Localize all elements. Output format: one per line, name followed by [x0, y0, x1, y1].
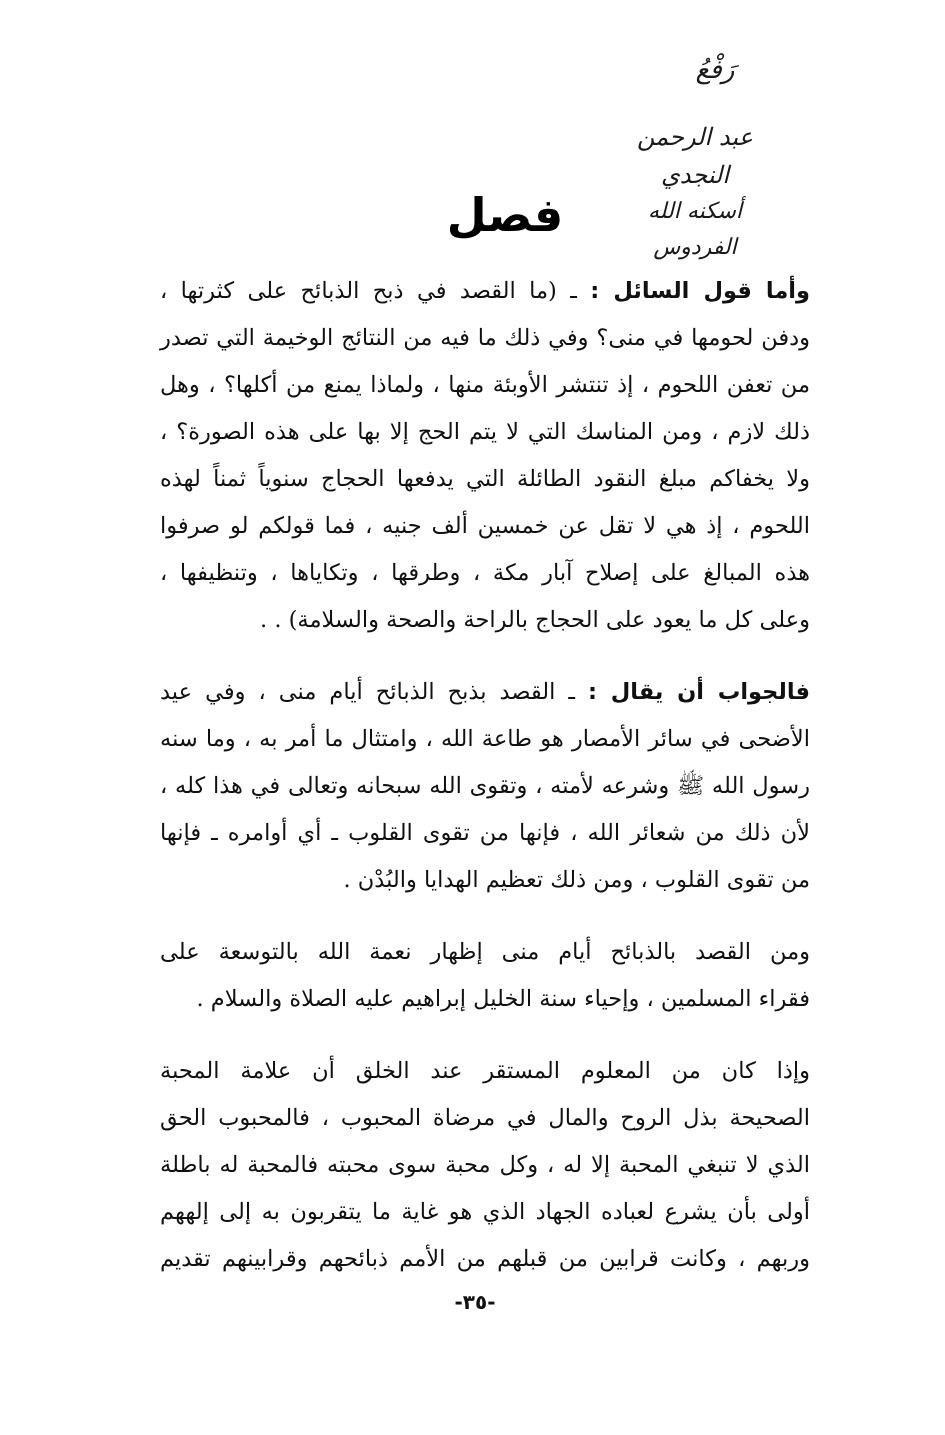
text-line: هذه المبالغ على إصلاح آبار مكة ، وطرقها ، وتكاياها ، وتنظيفها ، — [160, 560, 810, 586]
text-line: الأضحى في سائر الأمصار هو طاعة الله ، وامتثال ما أمر به ، وما سنه — [160, 726, 810, 752]
text-line: وعلى كل ما يعود على الحجاج بالراحة والصحة والسلامة) . . — [260, 607, 810, 633]
paragraph-gap — [160, 904, 810, 929]
text-line: ودفن لحومها في منى؟ وفي ذلك ما فيه من النتائج الوخيمة التي تصدر — [160, 325, 810, 351]
paragraph-gap — [160, 644, 810, 669]
line-text: ـ (ما القصد في ذبح الذبائح على كثرتها ، — [160, 278, 577, 304]
section-heading: فصل — [446, 188, 564, 242]
text-line: من تقوى القلوب ، ومن ذلك تعظيم الهدايا والبُدْن . — [343, 867, 810, 893]
text-line: الذي لا تنبغي المحبة إلا له ، وكل محبة سوى محبته فالمحبة له باطلة — [160, 1152, 810, 1178]
paragraph-gap — [160, 1023, 810, 1048]
paragraph-lead: فالجواب أن يقال : — [588, 679, 811, 705]
text-line: ولا يخفاكم مبلغ النقود الطائلة التي يدفعها الحجاج سنوياً ثمناً لهذه — [160, 466, 810, 492]
stamp-line-1: رَفْعُ — [695, 55, 735, 85]
text-line: من تعفن اللحوم ، إذ تنتشر الأوبئة منها ، ولماذا يمنع من أكلها؟ ، وهل — [160, 372, 810, 398]
text-line — [160, 669, 810, 716]
text-line: فقراء المسلمين ، وإحياء سنة الخليل إبراهيم عليه الصلاة والسلام . — [196, 986, 810, 1012]
text-line — [160, 268, 810, 315]
text-line: الصحيحة بذل الروح والمال في مرضاة المحبوب ، فالمحبوب الحق — [160, 1105, 810, 1131]
body-text — [160, 268, 810, 1283]
text-line: ذلك لازم ، ومن المناسك التي لا يتم الحج إلا بها على هذه الصورة؟ ، — [160, 419, 810, 445]
paragraph-lead: وأما قول السائل : — [590, 278, 810, 304]
line-text: ـ القصد بذبح الذبائح أيام منى ، وفي عيد — [160, 679, 575, 705]
stamp-line-2: عبد الرحمن النجدي — [637, 123, 753, 189]
text-line: ومن القصد بالذبائح أيام منى إظهار نعمة الله بالتوسعة على — [160, 939, 810, 965]
text-line: وإذا كان من المعلوم المستقر عند الخلق أن علامة المحبة — [160, 1058, 810, 1084]
text-line: أولى بأن يشرع لعباده الجهاد الذي هو غاية ما يتقربون به إلى إلههم — [160, 1199, 810, 1225]
ownership-stamp — [620, 50, 770, 266]
text-line: وربهم ، وكانت قرابين من قبلهم من الأمم ذبائحهم وقرابينهم تقديم — [160, 1246, 810, 1272]
text-line: اللحوم ، إذ هي لا تقل عن خمسين ألف جنيه ، فما قولكم لو صرفوا — [160, 513, 810, 539]
text-line: لأن ذلك من شعائر الله ، فإنها من تقوى القلوب ـ أي أوامره ـ فإنها — [160, 820, 810, 846]
text-line: رسول الله ﷺ وشرعه لأمته ، وتقوى الله سبحانه وتعالى في هذا كله ، — [160, 773, 810, 799]
stamp-line-3: أسكنه الله الفردوس — [647, 199, 742, 260]
page-number: -٣٥- — [454, 1290, 496, 1314]
